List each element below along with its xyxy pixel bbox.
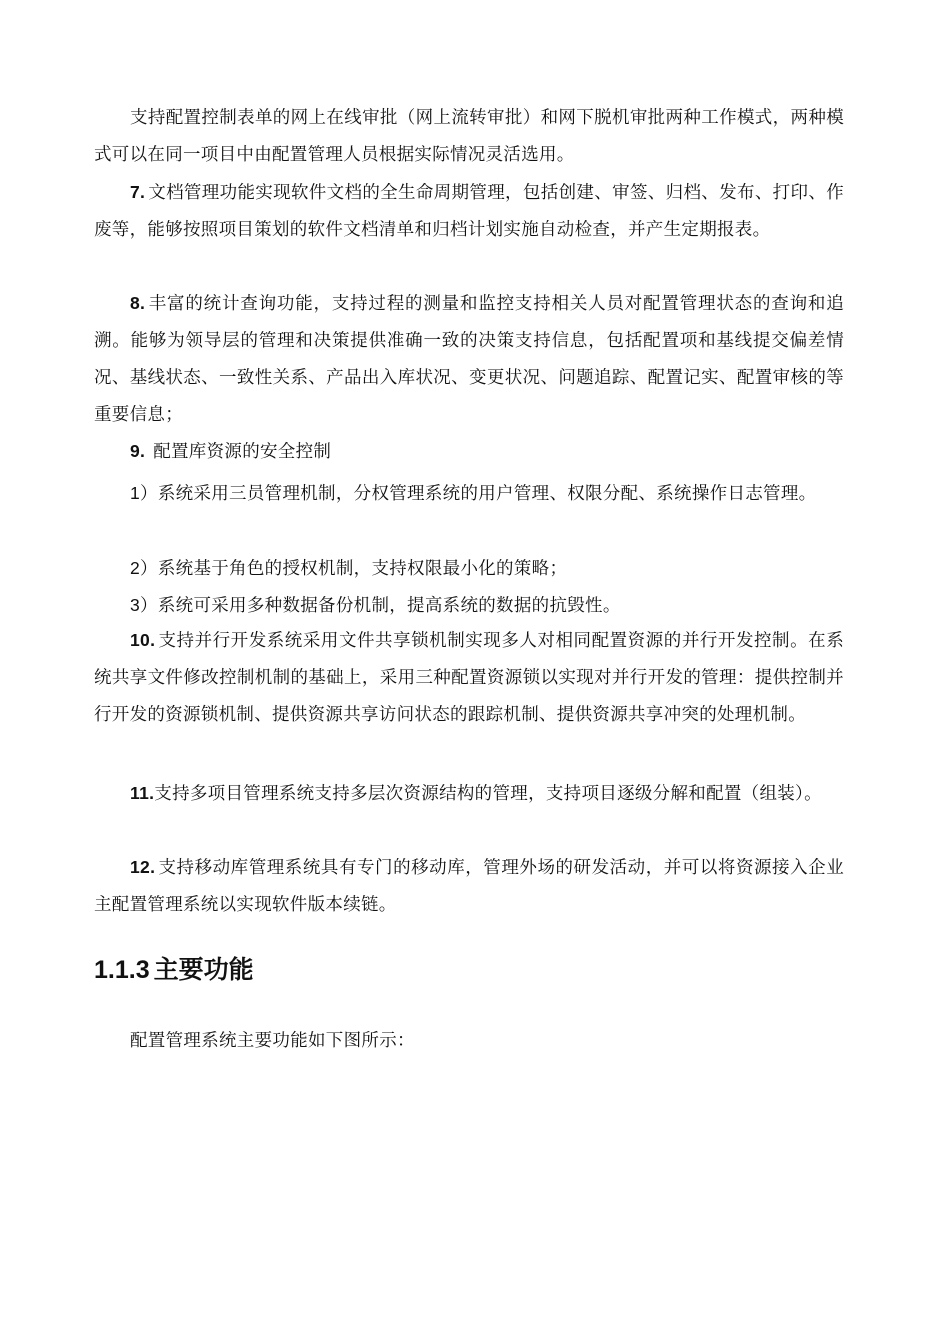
paragraph-text: 丰富的统计查询功能，支持过程的测量和监控支持相关人员对配置管理状态的查询和追溯。能够为领导层的管理和决策提供准确一致的决策支持信息，包括配置项和基线提交偏差情况、基线状态、一致性关系、产品出入库状况、变更状况、问题追踪、配置记实、配置审核的等重要信息；: [94, 294, 844, 425]
paragraph-text: 支持配置控制表单的网上在线审批（网上流转审批）和网下脱机审批两种工作模式，两种模式可以在同一项目中由配置管理人员根据实际情况灵活选用。: [94, 108, 844, 165]
paragraph-item-7: [94, 174, 844, 249]
paragraph-text: 配置库资源的安全控制: [153, 442, 332, 462]
section-heading: [94, 950, 254, 990]
item-number: 11.: [130, 783, 155, 803]
sub-item-text: 系统基于角色的授权机制，支持权限最小化的策略；: [157, 559, 568, 579]
sub-item-2: [130, 550, 864, 588]
paragraph-figure-intro: [94, 1023, 844, 1060]
sub-item-1: [130, 475, 864, 513]
paragraph-approval-modes: [94, 100, 844, 174]
paragraph-text: 文档管理功能实现软件文档的全生命周期管理，包括创建、审签、归档、发布、打印、作废等，能够按照项目策划的软件文档清单和归档计划实施自动检查，并产生定期报表。: [94, 183, 844, 240]
item-number: 8.: [130, 293, 146, 313]
section-number: 1.1.3: [94, 956, 150, 984]
item-number: 12.: [130, 857, 156, 877]
paragraph-item-8: [94, 285, 844, 434]
paragraph-text: 配置管理系统主要功能如下图所示：: [130, 1031, 415, 1051]
sub-item-text: 系统可采用多种数据备份机制，提高系统的数据的抗毁性。: [157, 596, 621, 616]
paragraph-text: 支持多项目管理系统支持多层次资源结构的管理，支持项目逐级分解和配置（组装）。: [154, 784, 822, 804]
sub-item-number: 2）: [130, 558, 158, 578]
paragraph-text: 支持并行开发系统采用文件共享锁机制实现多人对相同配置资源的并行开发控制。在系统共享文件修改控制机制的基础上，采用三种配置资源锁以实现对并行开发的管理：提供控制并行开发的资源锁机制、提供资源共享访问状态的跟踪机制、提供资源共享冲突的处理机制。: [94, 631, 844, 725]
paragraph-item-11: [130, 775, 864, 813]
sub-item-number: 3）: [130, 595, 158, 615]
paragraph-item-12: [94, 849, 844, 924]
sub-item-text: 系统采用三员管理机制，分权管理系统的用户管理、权限分配、系统操作日志管理。: [157, 484, 817, 504]
paragraph-item-9: [130, 433, 840, 471]
item-number: 10.: [130, 630, 156, 650]
item-number: 7.: [130, 182, 146, 202]
section-title: 主要功能: [153, 955, 254, 984]
paragraph-item-10: [94, 622, 844, 734]
sub-item-3: [130, 587, 864, 625]
item-number: 9.: [130, 441, 146, 461]
paragraph-text: 支持移动库管理系统具有专门的移动库，管理外场的研发活动，并可以将资源接入企业主配置管理系统以实现软件版本续链。: [94, 858, 844, 915]
sub-item-number: 1）: [130, 483, 158, 503]
